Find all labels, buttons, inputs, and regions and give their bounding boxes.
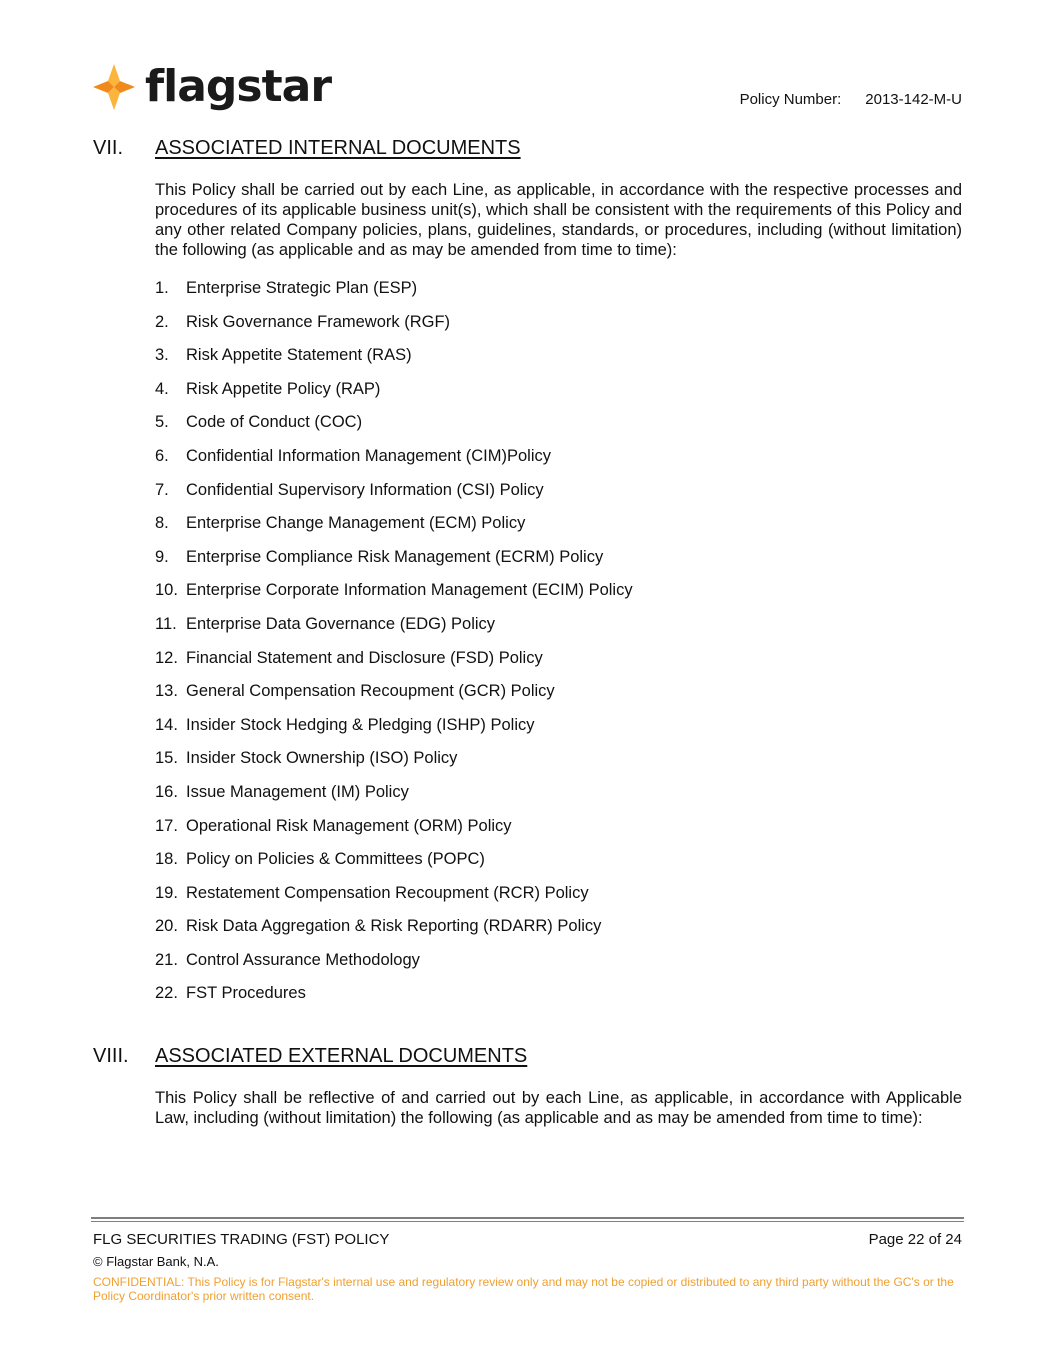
list-item [155, 716, 633, 750]
list-item-text: Operational Risk Management (ORM) Policy [186, 816, 512, 835]
footer-copyright: © Flagstar Bank, N.A. [93, 1254, 219, 1269]
footer-page-number: Page 22 of 24 [868, 1231, 962, 1248]
list-item-text: Confidential Information Management (CIM)Policy [186, 446, 551, 465]
list-item-number: 15. [155, 749, 178, 768]
list-item-text: Financial Statement and Disclosure (FSD) Policy [186, 648, 543, 667]
list-item [155, 951, 633, 985]
footer-policy-title: FLG SECURITIES TRADING (FST) POLICY [93, 1231, 390, 1248]
section-number: VII. [93, 137, 124, 159]
policy-number-value: 2013-142-M-U [865, 91, 962, 108]
list-item-text: FST Procedures [186, 984, 306, 1003]
list-item [155, 615, 633, 649]
section-number: VIII. [93, 1045, 129, 1067]
list-item [155, 649, 633, 683]
list-item-text: Enterprise Data Governance (EDG) Policy [186, 614, 496, 633]
list-item-number: 11. [155, 614, 177, 633]
list-item-number: 16. [155, 782, 178, 801]
flagstar-logo [93, 58, 331, 116]
list-item [155, 413, 633, 447]
list-item-number: 1. [155, 279, 169, 297]
list-item-number: 7. [155, 480, 169, 499]
list-item-number: 6. [155, 446, 169, 465]
list-item [155, 817, 633, 851]
list-item [155, 749, 633, 783]
list-item-number: 17. [155, 816, 178, 835]
list-item-text: Control Assurance Methodology [186, 950, 420, 969]
list-item [155, 884, 633, 918]
list-item-number: 3. [155, 346, 169, 365]
list-item [155, 447, 633, 481]
list-item-number: 10. [155, 581, 178, 600]
list-item-text: Risk Appetite Statement (RAS) [186, 346, 412, 365]
footer-confidential-notice: CONFIDENTIAL: This Policy is for Flagstar's internal use and regulatory review only and may not be copied or distributed to any third party without the GC's or the Policy Coordinator's prior written consent. [93, 1275, 954, 1303]
list-item-number: 12. [155, 648, 178, 667]
list-item-text: Restatement Compensation Recoupment (RCR) Policy [186, 883, 589, 902]
list-item-text: Enterprise Change Management (ECM) Policy [186, 514, 526, 533]
list-item-text: Insider Stock Hedging & Pledging (ISHP) Policy [186, 715, 535, 734]
list-item [155, 850, 633, 884]
list-item-text: Risk Governance Framework (RGF) [186, 312, 451, 331]
list-item-text: Enterprise Compliance Risk Management (ECRM) Policy [186, 547, 604, 566]
list-item-number: 5. [155, 413, 169, 432]
list-item-number: 4. [155, 379, 169, 398]
list-item [155, 481, 633, 515]
section-title: ASSOCIATED INTERNAL DOCUMENTS [155, 137, 521, 159]
list-item [155, 514, 633, 548]
list-item-number: 9. [155, 547, 169, 566]
list-item [155, 917, 633, 951]
list-item [155, 984, 633, 1018]
section-vii-heading [93, 137, 521, 160]
section-title: ASSOCIATED EXTERNAL DOCUMENTS [155, 1045, 528, 1067]
list-item [155, 682, 633, 716]
list-item [155, 548, 633, 582]
section-vii-intro: This Policy shall be carried out by each Line, as applicable, in accordance with the respective processes and procedures of its applicable business unit(s), which shall be consistent with the requirements of this Policy and any other related Company policies, plans, guidelines, standards, or procedures, including (without limitation) the following (as applicable and as may be amended from time to time): [155, 181, 962, 259]
list-item-number: 19. [155, 883, 178, 902]
list-item [155, 346, 633, 380]
logo-wordmark: flagstar [145, 61, 332, 112]
policy-number [740, 91, 962, 108]
list-item [155, 279, 633, 313]
list-item-number: 21. [155, 950, 178, 969]
list-item-number: 14. [155, 715, 178, 734]
footer-divider [91, 1217, 964, 1222]
list-item-text: Enterprise Strategic Plan (ESP) [186, 279, 418, 297]
list-item-number: 2. [155, 312, 169, 331]
list-item-text: Risk Data Aggregation & Risk Reporting (RDARR) Policy [186, 917, 602, 936]
list-item-text: Risk Appetite Policy (RAP) [186, 379, 381, 398]
list-item [155, 380, 633, 414]
list-item-text: Insider Stock Ownership (ISO) Policy [186, 749, 458, 768]
list-item-text: Policy on Policies & Committees (POPC) [186, 850, 485, 869]
list-item-text: Confidential Supervisory Information (CSI) Policy [186, 480, 544, 499]
list-item-text: General Compensation Recoupment (GCR) Policy [186, 682, 555, 701]
list-item-number: 13. [155, 682, 178, 701]
section-viii-heading [93, 1045, 527, 1068]
policy-number-label: Policy Number: [739, 91, 842, 108]
list-item [155, 313, 633, 347]
list-item-number: 8. [155, 514, 169, 533]
list-item-number: 18. [155, 850, 178, 869]
list-item-text: Code of Conduct (COC) [186, 413, 363, 432]
internal-documents-list [155, 279, 633, 1018]
list-item-text: Issue Management (IM) Policy [186, 782, 409, 801]
list-item [155, 581, 633, 615]
list-item-number: 22. [155, 984, 178, 1003]
list-item-text: Enterprise Corporate Information Management (ECIM) Policy [186, 581, 633, 600]
flagstar-star-icon [93, 64, 135, 110]
list-item [155, 783, 633, 817]
section-viii-intro: This Policy shall be reflective of and carried out by each Line, as applicable, in accordance with Applicable Law, including (without limitation) the following (as applicable and as may be amended from time to time): [155, 1089, 962, 1127]
list-item-number: 20. [155, 917, 178, 936]
